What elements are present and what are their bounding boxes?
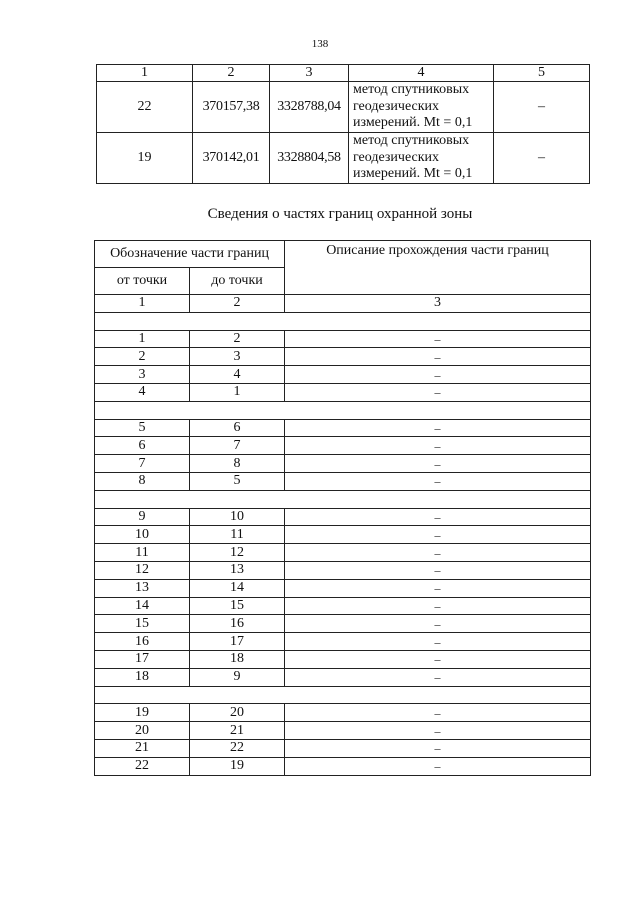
table-row bbox=[95, 419, 591, 437]
y-coordinate: 3328788,04 bbox=[270, 82, 349, 133]
method-cell bbox=[349, 82, 494, 133]
group-separator-row bbox=[95, 312, 591, 330]
table-row bbox=[95, 668, 591, 686]
table-row bbox=[95, 437, 591, 455]
description: – bbox=[285, 526, 591, 544]
method-line: метод спутниковых bbox=[353, 82, 470, 98]
to-point: 12 bbox=[190, 544, 285, 562]
description: – bbox=[285, 366, 591, 384]
header-part-designation: Обозначение части границ bbox=[95, 241, 285, 268]
to-point: 6 bbox=[190, 419, 285, 437]
description: – bbox=[285, 739, 591, 757]
from-point: 3 bbox=[95, 366, 190, 384]
col5-value: – bbox=[494, 82, 590, 133]
to-point: 5 bbox=[190, 472, 285, 490]
section-title: Сведения о частях границ охранной зоны bbox=[207, 206, 473, 222]
to-point: 18 bbox=[190, 650, 285, 668]
table-row bbox=[95, 704, 591, 722]
table-row bbox=[95, 597, 591, 615]
from-point: 7 bbox=[95, 455, 190, 473]
from-point: 12 bbox=[95, 561, 190, 579]
from-point: 14 bbox=[95, 597, 190, 615]
table-row bbox=[97, 82, 590, 133]
to-point: 7 bbox=[190, 437, 285, 455]
to-point: 17 bbox=[190, 633, 285, 651]
table-row bbox=[95, 508, 591, 526]
column-index: 3 bbox=[285, 295, 591, 313]
point-number: 19 bbox=[97, 133, 193, 184]
table-row bbox=[95, 526, 591, 544]
description: – bbox=[285, 455, 591, 473]
to-point: 20 bbox=[190, 704, 285, 722]
method-line: геодезических bbox=[353, 98, 440, 114]
description: – bbox=[285, 330, 591, 348]
from-point: 20 bbox=[95, 722, 190, 740]
description: – bbox=[285, 650, 591, 668]
to-point: 11 bbox=[190, 526, 285, 544]
group-separator-cell bbox=[95, 686, 591, 704]
from-point: 18 bbox=[95, 668, 190, 686]
col5-value: – bbox=[494, 133, 590, 184]
table-row bbox=[95, 330, 591, 348]
to-point: 14 bbox=[190, 579, 285, 597]
to-point: 15 bbox=[190, 597, 285, 615]
table-row bbox=[95, 757, 591, 775]
to-point: 3 bbox=[190, 348, 285, 366]
coord-header-cell: 3 bbox=[270, 65, 349, 82]
table-row bbox=[95, 348, 591, 366]
to-point: 13 bbox=[190, 561, 285, 579]
to-point: 19 bbox=[190, 757, 285, 775]
group-separator-cell bbox=[95, 401, 591, 419]
table-row bbox=[95, 633, 591, 651]
table-row bbox=[95, 455, 591, 473]
boundary-parts-body bbox=[95, 241, 591, 776]
table-row bbox=[95, 739, 591, 757]
header-part-description: Описание прохождения части границ bbox=[285, 241, 591, 295]
description: – bbox=[285, 561, 591, 579]
description: – bbox=[285, 348, 591, 366]
description: – bbox=[285, 668, 591, 686]
header-from-point: от точки bbox=[95, 268, 190, 295]
x-coordinate: 370157,38 bbox=[193, 82, 270, 133]
coord-header-cell: 1 bbox=[97, 65, 193, 82]
method-line: измерений. Mt = 0,1 bbox=[353, 166, 473, 182]
header-to-point: до точки bbox=[190, 268, 285, 295]
table-row bbox=[95, 722, 591, 740]
to-point: 9 bbox=[190, 668, 285, 686]
column-index-row bbox=[95, 295, 591, 313]
table-row bbox=[95, 579, 591, 597]
group-separator-cell bbox=[95, 312, 591, 330]
to-point: 10 bbox=[190, 508, 285, 526]
description: – bbox=[285, 472, 591, 490]
from-point: 9 bbox=[95, 508, 190, 526]
from-point: 5 bbox=[95, 419, 190, 437]
description: – bbox=[285, 633, 591, 651]
from-point: 22 bbox=[95, 757, 190, 775]
group-separator-row bbox=[95, 490, 591, 508]
column-index: 1 bbox=[95, 295, 190, 313]
from-point: 13 bbox=[95, 579, 190, 597]
from-point: 17 bbox=[95, 650, 190, 668]
x-coordinate: 370142,01 bbox=[193, 133, 270, 184]
table-row bbox=[95, 615, 591, 633]
description: – bbox=[285, 722, 591, 740]
boundary-parts-table bbox=[94, 240, 591, 776]
from-point: 19 bbox=[95, 704, 190, 722]
to-point: 21 bbox=[190, 722, 285, 740]
description: – bbox=[285, 597, 591, 615]
to-point: 1 bbox=[190, 383, 285, 401]
point-number: 22 bbox=[97, 82, 193, 133]
to-point: 22 bbox=[190, 739, 285, 757]
table-row bbox=[95, 561, 591, 579]
group-separator-cell bbox=[95, 490, 591, 508]
from-point: 8 bbox=[95, 472, 190, 490]
description: – bbox=[285, 757, 591, 775]
coordinates-table bbox=[96, 64, 590, 184]
coordinates-header-row bbox=[97, 65, 590, 82]
from-point: 21 bbox=[95, 739, 190, 757]
from-point: 15 bbox=[95, 615, 190, 633]
method-line: измерений. Mt = 0,1 bbox=[353, 115, 473, 131]
coord-header-cell: 2 bbox=[193, 65, 270, 82]
to-point: 4 bbox=[190, 366, 285, 384]
table-row bbox=[95, 383, 591, 401]
group-separator-row bbox=[95, 686, 591, 704]
description: – bbox=[285, 579, 591, 597]
to-point: 8 bbox=[190, 455, 285, 473]
description: – bbox=[285, 704, 591, 722]
group-separator-row bbox=[95, 401, 591, 419]
coord-header-cell: 4 bbox=[349, 65, 494, 82]
from-point: 16 bbox=[95, 633, 190, 651]
page-number: 138 bbox=[311, 38, 329, 50]
description: – bbox=[285, 544, 591, 562]
method-cell bbox=[349, 133, 494, 184]
table-row bbox=[97, 133, 590, 184]
to-point: 16 bbox=[190, 615, 285, 633]
coord-header-cell: 5 bbox=[494, 65, 590, 82]
from-point: 10 bbox=[95, 526, 190, 544]
description: – bbox=[285, 383, 591, 401]
table-row bbox=[95, 366, 591, 384]
description: – bbox=[285, 508, 591, 526]
header-row bbox=[95, 241, 591, 268]
from-point: 1 bbox=[95, 330, 190, 348]
from-point: 6 bbox=[95, 437, 190, 455]
method-line: геодезических bbox=[353, 149, 440, 165]
method-line: метод спутниковых bbox=[353, 133, 470, 149]
description: – bbox=[285, 437, 591, 455]
to-point: 2 bbox=[190, 330, 285, 348]
table-row bbox=[95, 472, 591, 490]
table-row bbox=[95, 544, 591, 562]
from-point: 11 bbox=[95, 544, 190, 562]
column-index: 2 bbox=[190, 295, 285, 313]
y-coordinate: 3328804,58 bbox=[270, 133, 349, 184]
description: – bbox=[285, 615, 591, 633]
table-row bbox=[95, 650, 591, 668]
from-point: 2 bbox=[95, 348, 190, 366]
from-point: 4 bbox=[95, 383, 190, 401]
description: – bbox=[285, 419, 591, 437]
